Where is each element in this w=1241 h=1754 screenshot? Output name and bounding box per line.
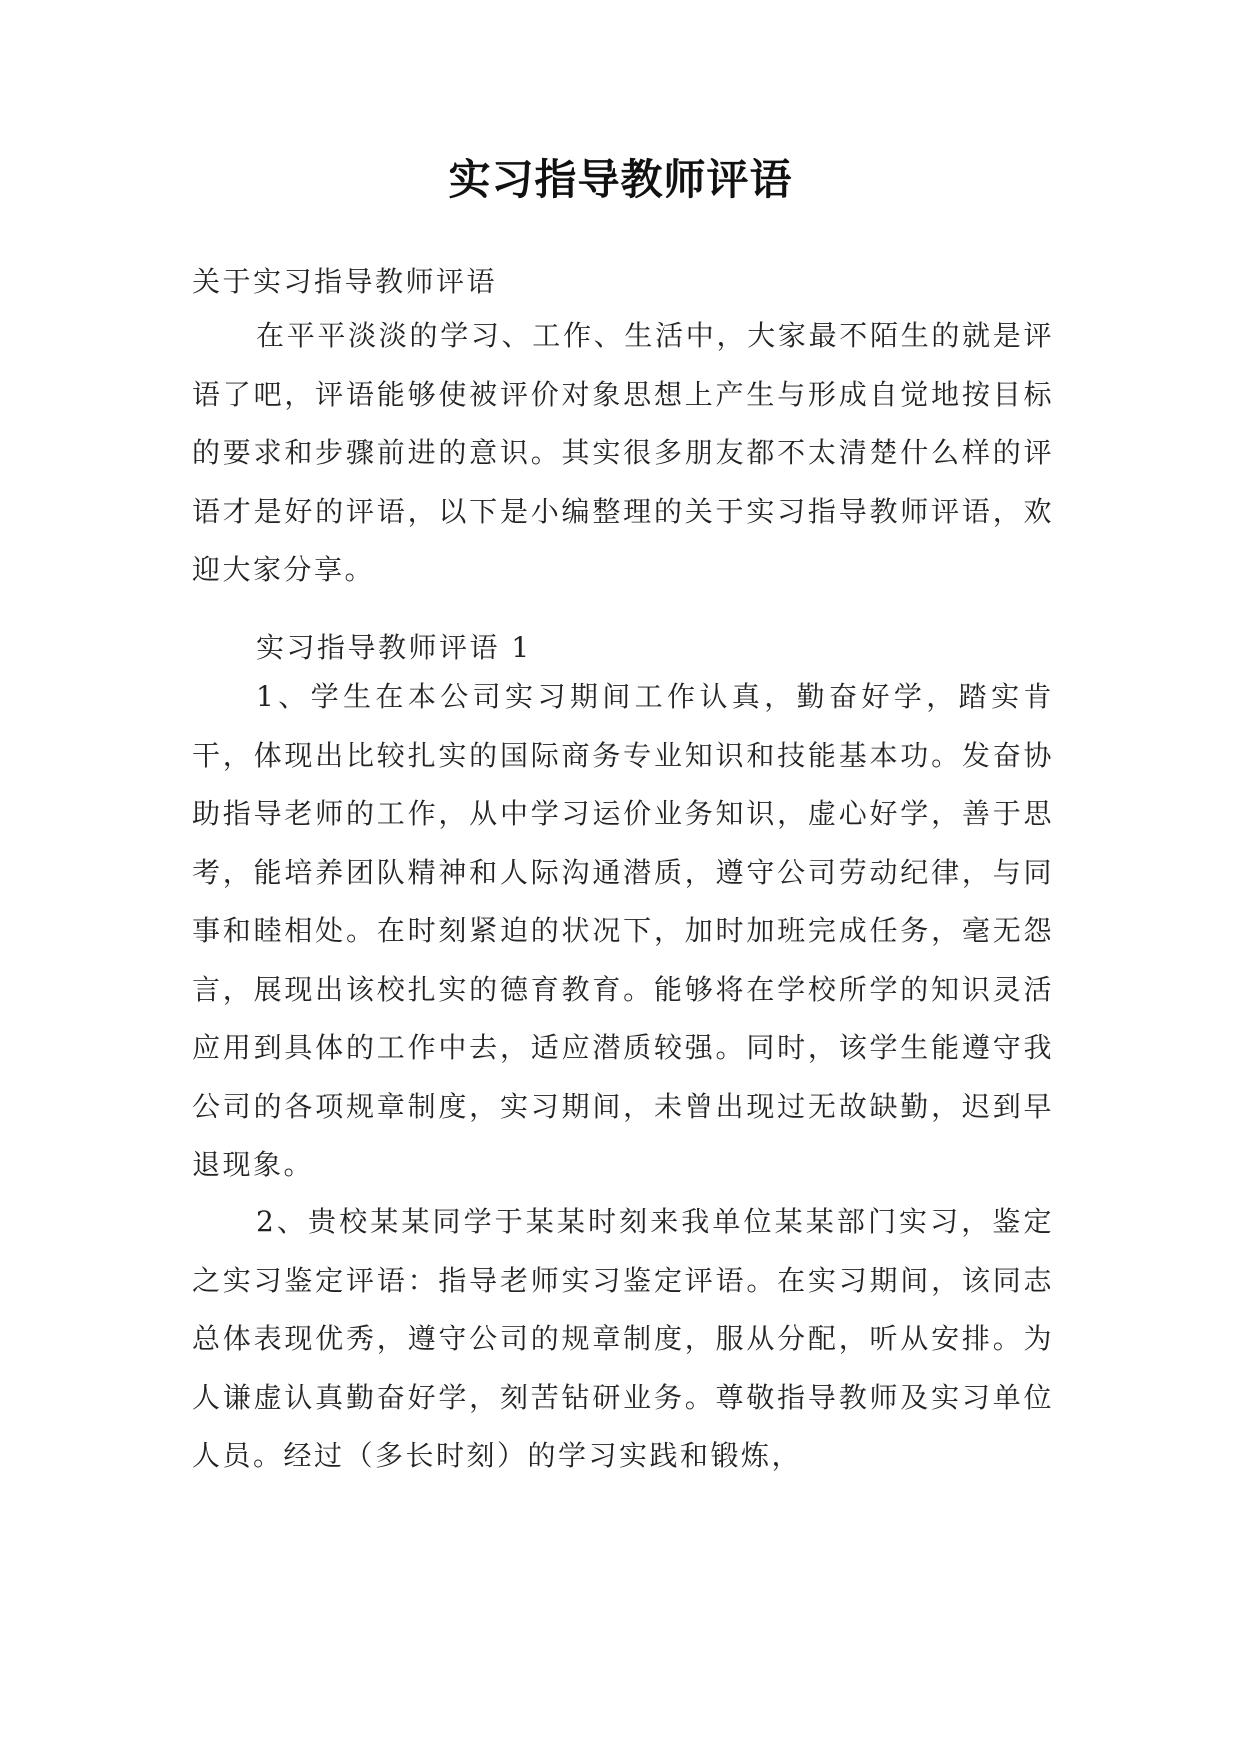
- page-title: 实习指导教师评语: [448, 155, 793, 204]
- comment-paragraph-1: 1、学生在本公司实习期间工作认真，勤奋好学，踏实肯干，体现出比较扎实的国际商务专业知识和技能基本功。发奋协助指导老师的工作，从中学习运价业务知识，虚心好学，善于思考，能培养团队精神和人际沟通潜质，遵守公司劳动纪律，与同事和睦相处。在时刻紧迫的状况下，加时加班完成任务，毫无怨言，展现出该校扎实的德育教育。能够将在学校所学的知识灵活应用到具体的工作中去，适应潜质较强。同时，该学生能遵守我公司的各项规章制度，实习期间，未曾出现过无故缺勤，迟到早退现象。: [192, 680, 1054, 1181]
- section-heading: 实习指导教师评语 1: [256, 631, 532, 664]
- document-subtitle: 关于实习指导教师评语: [192, 265, 498, 298]
- intro-paragraph: 在平平淡淡的学习、工作、生活中，大家最不陌生的就是评语了吧，评语能够使被评价对象思想上产生与形成自觉地按目标的要求和步骤前进的意识。其实很多朋友都不太清楚什么样的评语才是好的评语，以下是小编整理的关于实习指导教师评语，欢迎大家分享。: [192, 319, 1054, 586]
- comment-paragraph-2: 2、贵校某某同学于某某时刻来我单位某某部门实习，鉴定之实习鉴定评语：指导老师实习鉴定评语。在实习期间，该同志总体表现优秀，遵守公司的规章制度，服从分配，听从安排。为人谦虚认真勤奋好学，刻苦钻研业务。尊敬指导教师及实习单位人员。经过（多长时刻）的学习实践和锻炼，: [192, 1205, 1054, 1472]
